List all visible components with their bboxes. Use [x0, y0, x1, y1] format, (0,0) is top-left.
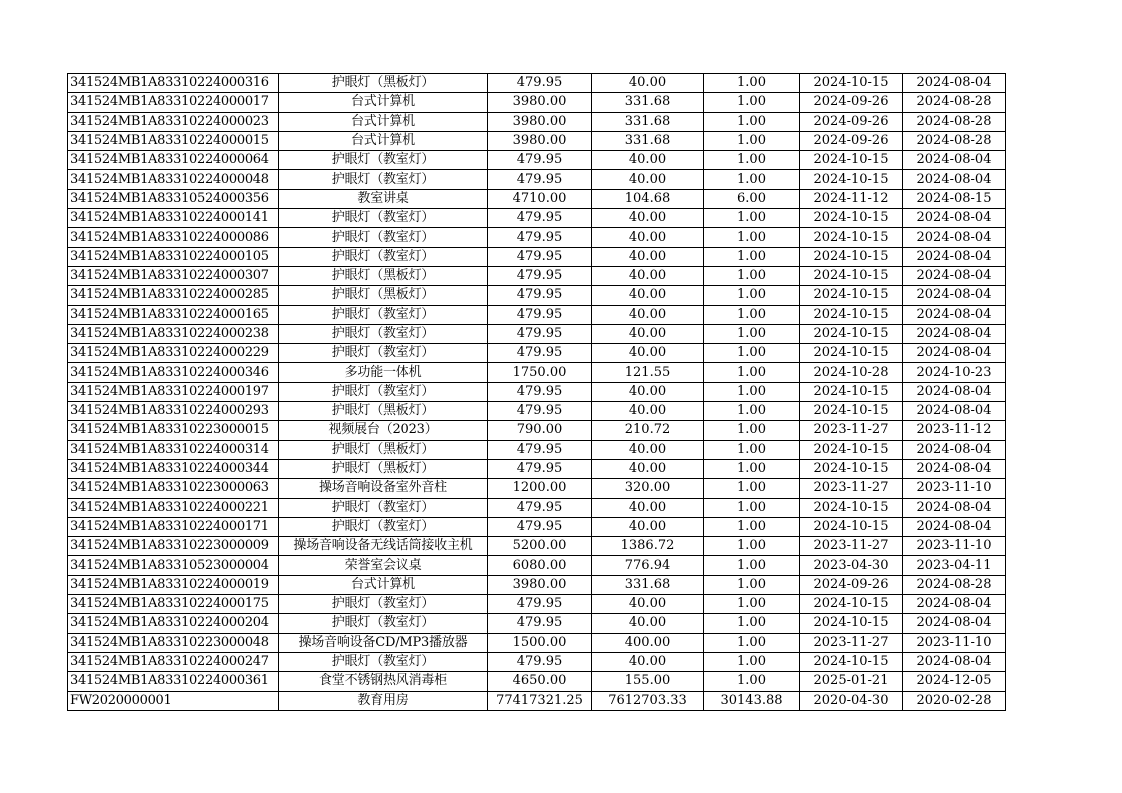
entry-date-cell: 2024-09-26: [800, 112, 903, 131]
acquire-date-cell: 2024-08-04: [903, 170, 1006, 189]
original-value-cell: 5200.00: [488, 537, 592, 556]
depreciation-cell: 40.00: [592, 459, 704, 478]
quantity-cell: 1.00: [704, 344, 800, 363]
acquire-date-cell: 2024-10-23: [903, 363, 1006, 382]
original-value-cell: 6080.00: [488, 556, 592, 575]
acquire-date-cell: 2024-08-04: [903, 517, 1006, 536]
original-value-cell: 479.95: [488, 382, 592, 401]
original-value-cell: 3980.00: [488, 131, 592, 150]
entry-date-cell: 2024-10-15: [800, 595, 903, 614]
depreciation-cell: 40.00: [592, 151, 704, 170]
acquire-date-cell: 2023-11-12: [903, 421, 1006, 440]
depreciation-cell: 776.94: [592, 556, 704, 575]
asset-name-cell: 台式计算机: [279, 112, 488, 131]
asset-code-cell: 341524MB1A83310224000197: [68, 382, 279, 401]
entry-date-cell: 2024-10-15: [800, 305, 903, 324]
table-row: [68, 537, 1006, 556]
acquire-date-cell: 2024-08-04: [903, 247, 1006, 266]
acquire-date-cell: 2024-08-04: [903, 209, 1006, 228]
asset-name-cell: 护眼灯（教室灯）: [279, 652, 488, 671]
asset-name-cell: 护眼灯（教室灯）: [279, 517, 488, 536]
entry-date-cell: 2024-10-15: [800, 614, 903, 633]
entry-date-cell: 2024-10-15: [800, 74, 903, 93]
asset-code-cell: 341524MB1A83310223000015: [68, 421, 279, 440]
asset-name-cell: 护眼灯（黑板灯）: [279, 402, 488, 421]
quantity-cell: 1.00: [704, 402, 800, 421]
entry-date-cell: 2024-10-15: [800, 228, 903, 247]
entry-date-cell: 2024-10-15: [800, 151, 903, 170]
entry-date-cell: 2023-11-27: [800, 633, 903, 652]
depreciation-cell: 1386.72: [592, 537, 704, 556]
depreciation-cell: 40.00: [592, 247, 704, 266]
original-value-cell: 3980.00: [488, 93, 592, 112]
quantity-cell: 30143.88: [704, 691, 800, 710]
asset-code-cell: 341524MB1A83310224000086: [68, 228, 279, 247]
asset-code-cell: 341524MB1A83310224000017: [68, 93, 279, 112]
acquire-date-cell: 2023-11-10: [903, 633, 1006, 652]
asset-code-cell: 341524MB1A83310224000344: [68, 459, 279, 478]
table-row: [68, 382, 1006, 401]
asset-name-cell: 护眼灯（教室灯）: [279, 209, 488, 228]
table-row: [68, 324, 1006, 343]
asset-code-cell: 341524MB1A83310224000019: [68, 575, 279, 594]
table-row: [68, 691, 1006, 710]
table-row: [68, 170, 1006, 189]
quantity-cell: 1.00: [704, 498, 800, 517]
quantity-cell: 1.00: [704, 479, 800, 498]
entry-date-cell: 2024-10-15: [800, 402, 903, 421]
depreciation-cell: 331.68: [592, 131, 704, 150]
table-row: [68, 498, 1006, 517]
table-row: [68, 209, 1006, 228]
original-value-cell: 479.95: [488, 498, 592, 517]
original-value-cell: 1200.00: [488, 479, 592, 498]
quantity-cell: 1.00: [704, 363, 800, 382]
depreciation-cell: 40.00: [592, 498, 704, 517]
asset-code-cell: 341524MB1A83310223000009: [68, 537, 279, 556]
asset-code-cell: 341524MB1A83310224000141: [68, 209, 279, 228]
entry-date-cell: 2024-10-15: [800, 324, 903, 343]
asset-code-cell: 341524MB1A83310224000307: [68, 266, 279, 285]
depreciation-cell: 40.00: [592, 402, 704, 421]
quantity-cell: 1.00: [704, 93, 800, 112]
table-row: [68, 247, 1006, 266]
asset-code-cell: 341524MB1A83310224000229: [68, 344, 279, 363]
original-value-cell: 479.95: [488, 517, 592, 536]
asset-name-cell: 护眼灯（黑板灯）: [279, 459, 488, 478]
acquire-date-cell: 2024-08-04: [903, 305, 1006, 324]
quantity-cell: 1.00: [704, 595, 800, 614]
asset-name-cell: 操场音响设备室外音柱: [279, 479, 488, 498]
table-row: [68, 459, 1006, 478]
asset-code-cell: 341524MB1A83310224000165: [68, 305, 279, 324]
entry-date-cell: 2024-11-12: [800, 189, 903, 208]
table-row: [68, 112, 1006, 131]
asset-code-cell: 341524MB1A83310224000171: [68, 517, 279, 536]
original-value-cell: 479.95: [488, 402, 592, 421]
acquire-date-cell: 2024-08-04: [903, 324, 1006, 343]
original-value-cell: 3980.00: [488, 575, 592, 594]
asset-code-cell: 341524MB1A83310224000064: [68, 151, 279, 170]
quantity-cell: 1.00: [704, 131, 800, 150]
asset-table: [67, 73, 1006, 711]
entry-date-cell: 2024-10-28: [800, 363, 903, 382]
table-row: [68, 595, 1006, 614]
entry-date-cell: 2024-10-15: [800, 286, 903, 305]
original-value-cell: 479.95: [488, 170, 592, 189]
depreciation-cell: 40.00: [592, 440, 704, 459]
asset-code-cell: 341524MB1A83310224000285: [68, 286, 279, 305]
quantity-cell: 1.00: [704, 266, 800, 285]
asset-code-cell: 341524MB1A83310224000316: [68, 74, 279, 93]
asset-code-cell: FW2020000001: [68, 691, 279, 710]
original-value-cell: 1750.00: [488, 363, 592, 382]
entry-date-cell: 2024-10-15: [800, 266, 903, 285]
quantity-cell: 1.00: [704, 247, 800, 266]
quantity-cell: 1.00: [704, 324, 800, 343]
entry-date-cell: 2023-11-27: [800, 479, 903, 498]
table-row: [68, 266, 1006, 285]
original-value-cell: 479.95: [488, 652, 592, 671]
entry-date-cell: 2023-11-27: [800, 537, 903, 556]
table-row: [68, 556, 1006, 575]
asset-name-cell: 护眼灯（教室灯）: [279, 228, 488, 247]
depreciation-cell: 40.00: [592, 595, 704, 614]
table-row: [68, 305, 1006, 324]
original-value-cell: 479.95: [488, 324, 592, 343]
asset-code-cell: 341524MB1A83310523000004: [68, 556, 279, 575]
depreciation-cell: 40.00: [592, 74, 704, 93]
quantity-cell: 1.00: [704, 209, 800, 228]
acquire-date-cell: 2024-08-04: [903, 266, 1006, 285]
acquire-date-cell: 2024-08-28: [903, 93, 1006, 112]
asset-name-cell: 荣誉室会议桌: [279, 556, 488, 575]
original-value-cell: 479.95: [488, 266, 592, 285]
quantity-cell: 1.00: [704, 556, 800, 575]
acquire-date-cell: 2024-08-04: [903, 402, 1006, 421]
quantity-cell: 1.00: [704, 672, 800, 691]
asset-code-cell: 341524MB1A83310223000048: [68, 633, 279, 652]
asset-name-cell: 多功能一体机: [279, 363, 488, 382]
table-row: [68, 93, 1006, 112]
depreciation-cell: 40.00: [592, 382, 704, 401]
acquire-date-cell: 2024-08-04: [903, 614, 1006, 633]
depreciation-cell: 40.00: [592, 517, 704, 536]
asset-name-cell: 护眼灯（教室灯）: [279, 595, 488, 614]
acquire-date-cell: 2023-04-11: [903, 556, 1006, 575]
acquire-date-cell: 2024-08-15: [903, 189, 1006, 208]
depreciation-cell: 320.00: [592, 479, 704, 498]
depreciation-cell: 104.68: [592, 189, 704, 208]
table-row: [68, 421, 1006, 440]
acquire-date-cell: 2024-08-04: [903, 228, 1006, 247]
acquire-date-cell: 2024-08-04: [903, 74, 1006, 93]
quantity-cell: 1.00: [704, 421, 800, 440]
table-row: [68, 479, 1006, 498]
acquire-date-cell: 2024-08-04: [903, 344, 1006, 363]
asset-code-cell: 341524MB1A83310223000063: [68, 479, 279, 498]
original-value-cell: 479.95: [488, 440, 592, 459]
depreciation-cell: 40.00: [592, 209, 704, 228]
entry-date-cell: 2024-09-26: [800, 131, 903, 150]
table-row: [68, 633, 1006, 652]
asset-code-cell: 341524MB1A83310224000105: [68, 247, 279, 266]
original-value-cell: 4650.00: [488, 672, 592, 691]
asset-name-cell: 操场音响设备CD/MP3播放器: [279, 633, 488, 652]
entry-date-cell: 2024-09-26: [800, 575, 903, 594]
acquire-date-cell: 2024-08-04: [903, 440, 1006, 459]
quantity-cell: 1.00: [704, 537, 800, 556]
original-value-cell: 4710.00: [488, 189, 592, 208]
entry-date-cell: 2025-01-21: [800, 672, 903, 691]
entry-date-cell: 2020-04-30: [800, 691, 903, 710]
asset-name-cell: 护眼灯（教室灯）: [279, 344, 488, 363]
asset-code-cell: 341524MB1A83310224000015: [68, 131, 279, 150]
asset-code-cell: 341524MB1A83310224000247: [68, 652, 279, 671]
depreciation-cell: 40.00: [592, 652, 704, 671]
original-value-cell: 77417321.25: [488, 691, 592, 710]
acquire-date-cell: 2023-11-10: [903, 479, 1006, 498]
asset-name-cell: 视频展台（2023）: [279, 421, 488, 440]
asset-code-cell: 341524MB1A83310224000361: [68, 672, 279, 691]
acquire-date-cell: 2024-08-04: [903, 382, 1006, 401]
asset-name-cell: 护眼灯（教室灯）: [279, 170, 488, 189]
original-value-cell: 479.95: [488, 74, 592, 93]
acquire-date-cell: 2024-08-04: [903, 498, 1006, 517]
asset-code-cell: 341524MB1A83310524000356: [68, 189, 279, 208]
original-value-cell: 3980.00: [488, 112, 592, 131]
acquire-date-cell: 2024-12-05: [903, 672, 1006, 691]
depreciation-cell: 121.55: [592, 363, 704, 382]
entry-date-cell: 2024-10-15: [800, 209, 903, 228]
asset-name-cell: 台式计算机: [279, 575, 488, 594]
asset-name-cell: 护眼灯（教室灯）: [279, 498, 488, 517]
table-row: [68, 652, 1006, 671]
acquire-date-cell: 2024-08-28: [903, 575, 1006, 594]
quantity-cell: 1.00: [704, 440, 800, 459]
original-value-cell: 479.95: [488, 247, 592, 266]
quantity-cell: 1.00: [704, 228, 800, 247]
table-row: [68, 575, 1006, 594]
original-value-cell: 479.95: [488, 595, 592, 614]
quantity-cell: 1.00: [704, 517, 800, 536]
depreciation-cell: 40.00: [592, 614, 704, 633]
table-row: [68, 74, 1006, 93]
entry-date-cell: 2024-10-15: [800, 247, 903, 266]
original-value-cell: 479.95: [488, 209, 592, 228]
quantity-cell: 1.00: [704, 614, 800, 633]
quantity-cell: 1.00: [704, 633, 800, 652]
depreciation-cell: 40.00: [592, 344, 704, 363]
depreciation-cell: 40.00: [592, 324, 704, 343]
depreciation-cell: 331.68: [592, 93, 704, 112]
acquire-date-cell: 2024-08-28: [903, 131, 1006, 150]
asset-code-cell: 341524MB1A83310224000204: [68, 614, 279, 633]
acquire-date-cell: 2024-08-28: [903, 112, 1006, 131]
asset-code-cell: 341524MB1A83310224000048: [68, 170, 279, 189]
original-value-cell: 479.95: [488, 228, 592, 247]
quantity-cell: 1.00: [704, 151, 800, 170]
quantity-cell: 1.00: [704, 74, 800, 93]
depreciation-cell: 155.00: [592, 672, 704, 691]
asset-name-cell: 台式计算机: [279, 93, 488, 112]
entry-date-cell: 2024-10-15: [800, 459, 903, 478]
entry-date-cell: 2023-04-30: [800, 556, 903, 575]
asset-name-cell: 教育用房: [279, 691, 488, 710]
asset-code-cell: 341524MB1A83310224000314: [68, 440, 279, 459]
depreciation-cell: 331.68: [592, 575, 704, 594]
entry-date-cell: 2024-10-15: [800, 652, 903, 671]
asset-name-cell: 护眼灯（黑板灯）: [279, 74, 488, 93]
acquire-date-cell: 2024-08-04: [903, 459, 1006, 478]
quantity-cell: 1.00: [704, 652, 800, 671]
acquire-date-cell: 2020-02-28: [903, 691, 1006, 710]
asset-name-cell: 台式计算机: [279, 131, 488, 150]
quantity-cell: 1.00: [704, 459, 800, 478]
depreciation-cell: 331.68: [592, 112, 704, 131]
original-value-cell: 479.95: [488, 344, 592, 363]
asset-table-body: [68, 74, 1006, 711]
table-row: [68, 189, 1006, 208]
entry-date-cell: 2023-11-27: [800, 421, 903, 440]
entry-date-cell: 2024-10-15: [800, 344, 903, 363]
table-row: [68, 363, 1006, 382]
asset-name-cell: 护眼灯（教室灯）: [279, 382, 488, 401]
table-row: [68, 131, 1006, 150]
table-row: [68, 440, 1006, 459]
asset-code-cell: 341524MB1A83310224000175: [68, 595, 279, 614]
asset-name-cell: 护眼灯（黑板灯）: [279, 440, 488, 459]
original-value-cell: 479.95: [488, 286, 592, 305]
depreciation-cell: 40.00: [592, 170, 704, 189]
quantity-cell: 1.00: [704, 305, 800, 324]
acquire-date-cell: 2023-11-10: [903, 537, 1006, 556]
entry-date-cell: 2024-10-15: [800, 498, 903, 517]
quantity-cell: 1.00: [704, 575, 800, 594]
quantity-cell: 6.00: [704, 189, 800, 208]
asset-name-cell: 护眼灯（教室灯）: [279, 247, 488, 266]
asset-name-cell: 护眼灯（教室灯）: [279, 324, 488, 343]
entry-date-cell: 2024-10-15: [800, 517, 903, 536]
acquire-date-cell: 2024-08-04: [903, 652, 1006, 671]
asset-name-cell: 食堂不锈钢热风消毒柜: [279, 672, 488, 691]
table-row: [68, 672, 1006, 691]
asset-name-cell: 护眼灯（教室灯）: [279, 614, 488, 633]
asset-code-cell: 341524MB1A83310224000238: [68, 324, 279, 343]
depreciation-cell: 40.00: [592, 286, 704, 305]
asset-code-cell: 341524MB1A83310224000221: [68, 498, 279, 517]
asset-code-cell: 341524MB1A83310224000346: [68, 363, 279, 382]
table-row: [68, 228, 1006, 247]
original-value-cell: 790.00: [488, 421, 592, 440]
depreciation-cell: 7612703.33: [592, 691, 704, 710]
table-row: [68, 151, 1006, 170]
acquire-date-cell: 2024-08-04: [903, 595, 1006, 614]
asset-name-cell: 教室讲桌: [279, 189, 488, 208]
depreciation-cell: 210.72: [592, 421, 704, 440]
quantity-cell: 1.00: [704, 286, 800, 305]
table-row: [68, 614, 1006, 633]
asset-name-cell: 护眼灯（黑板灯）: [279, 286, 488, 305]
original-value-cell: 479.95: [488, 614, 592, 633]
depreciation-cell: 40.00: [592, 266, 704, 285]
asset-name-cell: 操场音响设备无线话筒接收主机: [279, 537, 488, 556]
original-value-cell: 1500.00: [488, 633, 592, 652]
table-row: [68, 286, 1006, 305]
entry-date-cell: 2024-10-15: [800, 440, 903, 459]
table-row: [68, 402, 1006, 421]
quantity-cell: 1.00: [704, 112, 800, 131]
entry-date-cell: 2024-10-15: [800, 170, 903, 189]
quantity-cell: 1.00: [704, 382, 800, 401]
entry-date-cell: 2024-09-26: [800, 93, 903, 112]
quantity-cell: 1.00: [704, 170, 800, 189]
depreciation-cell: 400.00: [592, 633, 704, 652]
depreciation-cell: 40.00: [592, 228, 704, 247]
asset-code-cell: 341524MB1A83310224000023: [68, 112, 279, 131]
acquire-date-cell: 2024-08-04: [903, 151, 1006, 170]
original-value-cell: 479.95: [488, 151, 592, 170]
asset-name-cell: 护眼灯（教室灯）: [279, 151, 488, 170]
asset-name-cell: 护眼灯（黑板灯）: [279, 266, 488, 285]
table-row: [68, 517, 1006, 536]
entry-date-cell: 2024-10-15: [800, 382, 903, 401]
acquire-date-cell: 2024-08-04: [903, 286, 1006, 305]
original-value-cell: 479.95: [488, 459, 592, 478]
original-value-cell: 479.95: [488, 305, 592, 324]
asset-name-cell: 护眼灯（教室灯）: [279, 305, 488, 324]
asset-code-cell: 341524MB1A83310224000293: [68, 402, 279, 421]
table-row: [68, 344, 1006, 363]
depreciation-cell: 40.00: [592, 305, 704, 324]
